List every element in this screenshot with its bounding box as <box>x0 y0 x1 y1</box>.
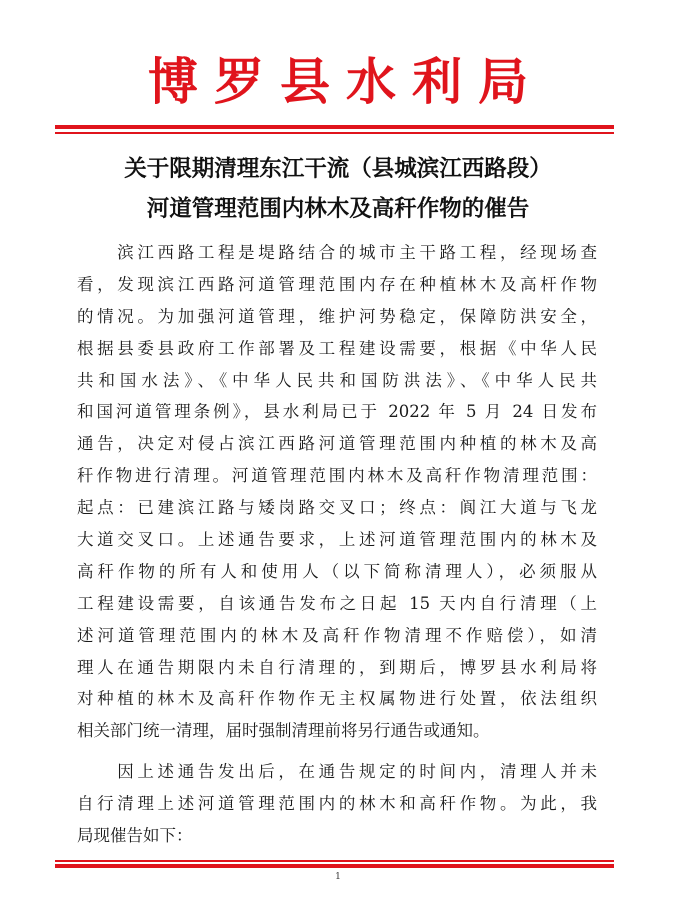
footer-rule-thin <box>55 860 614 862</box>
paragraph-1-line: 高秆作物的所有人和使用人（以下简称清理人），必须服从 <box>77 561 597 581</box>
paragraph-1-line: 相关部门统一清理，届时强制清理前将另行通告或通知。 <box>77 721 490 741</box>
paragraph-1-line: 通告，决定对侵占滨江西路河道管理范围内种植的林木及高 <box>77 434 597 454</box>
paragraph-1-line: 看，发现滨江西路河道管理范围内存在种植林木及高杆作物 <box>77 274 597 294</box>
masthead-rule-thin <box>55 132 614 134</box>
paragraph-1-line: 和国河道管理条例》，县水利局已于 2022 年 5 月 24 日发布 <box>77 402 597 422</box>
paragraph-1-line: 的情况。为加强河道管理，维护河势稳定，保障防洪安全， <box>77 306 597 326</box>
paragraph-1-line: 秆作物进行清理。河道管理范围内林木及高秆作物清理范围： <box>77 466 597 486</box>
footer-rule-thick <box>55 864 614 868</box>
paragraph-1-line: 大道交叉口。上述通告要求，上述河道管理范围内的林木及 <box>77 530 597 550</box>
masthead-rule-thick <box>55 125 614 129</box>
paragraph-2-line: 因上述通告发出后，在通告规定的时间内，清理人并未 <box>77 762 597 781</box>
paragraph-1-line: 对种植的林木及高秆作物作无主权属物进行处置，依法组织 <box>77 689 597 709</box>
paragraph-2 <box>77 756 597 852</box>
paragraph-1-line: 滨江西路工程是堤路结合的城市主干路工程，经现场查 <box>77 243 597 262</box>
paragraph-1-line: 工程建设需要，自该通告发布之日起 15 天内自行清理（上 <box>77 593 597 613</box>
paragraph-1-line: 起点：已建滨江路与矮岗路交叉口；终点：阆江大道与飞龙 <box>77 498 597 518</box>
paragraph-1-line: 共和国水法》、《中华人民共和国防洪法》、《中华人民共 <box>77 370 597 390</box>
paragraph-1-line: 根据县委县政府工作部署及工程建设需要，根据《中华人民 <box>77 338 597 358</box>
paragraph-1-line: 理人在通告期限内未自行清理的，到期后，博罗县水利局将 <box>77 657 597 677</box>
document-title-line-2: 河道管理范围内林木及高秆作物的催告 <box>146 196 530 222</box>
page-number: 1 <box>335 872 341 882</box>
masthead-title: 博罗县水利局 <box>148 52 544 111</box>
paragraph-1-line: 述河道管理范围内的林木及高秆作物清理不作赔偿），如清 <box>77 625 597 645</box>
paragraph-2-line: 局现催告如下： <box>77 825 193 845</box>
paragraph-2-line: 自行清理上述河道管理范围内的林木和高秆作物。为此，我 <box>77 793 597 813</box>
paragraph-1 <box>77 237 597 747</box>
document-title-line-1: 关于限期清理东江干流（县城滨江西路段） <box>124 156 552 182</box>
